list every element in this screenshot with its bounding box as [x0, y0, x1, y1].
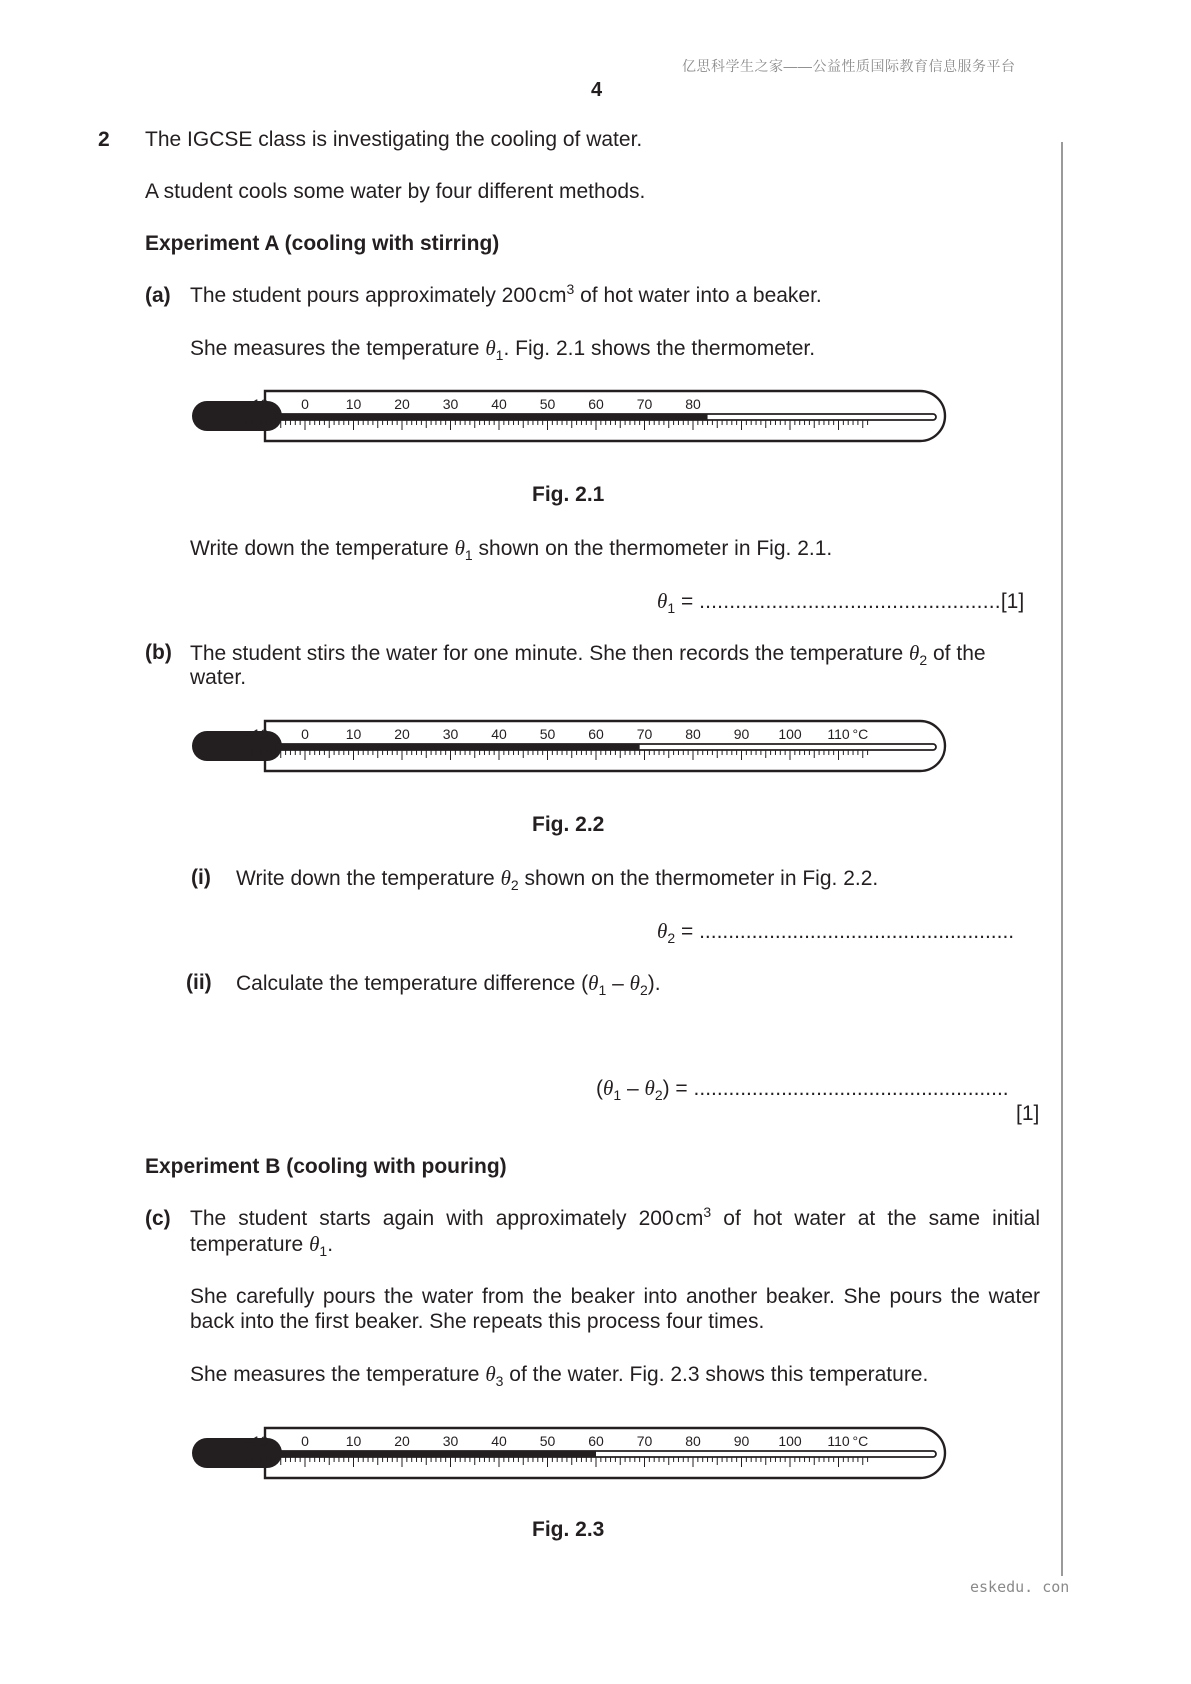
scale-label: 10 — [345, 396, 362, 412]
scale-label: 30 — [442, 396, 459, 412]
part-b-line1: The student stirs the water for one minute. She then records the temperature $\theta_2$ of the — [190, 641, 986, 669]
scale-label: 10 — [345, 726, 362, 742]
thermometer-bulb — [192, 1438, 282, 1468]
part-a-line2: She measures the temperature $\theta_1$. Fig. 2.1 shows the thermometer. — [190, 336, 816, 364]
scale-label: 40 — [491, 726, 507, 742]
scale-label: –10 — [244, 396, 269, 412]
margin-line — [1061, 142, 1063, 1576]
scale-label: 30 — [442, 1433, 459, 1449]
scale-label: 50 — [539, 1433, 556, 1449]
part-a-line1: The student pours approximately 200 $cm^3$ of hot water into a beaker. — [190, 281, 822, 307]
part-b-label: (b) — [145, 641, 172, 664]
experiment-a-heading: Experiment A (cooling with stirring) — [145, 232, 500, 255]
part-b-ii-text: Calculate the temperature difference $(\theta_1 - \theta_2)$. — [236, 971, 661, 999]
footer-watermark: eskedu. con — [970, 1578, 1070, 1596]
scale-label: 100 — [778, 726, 802, 742]
scale-label: 60 — [588, 726, 604, 742]
thermometer-bulb — [192, 401, 282, 431]
scale-label: 70 — [636, 726, 653, 742]
scale-label: –10 — [244, 1433, 269, 1449]
marks: [1] — [1000, 590, 1025, 613]
thermometer-fig-2-2 — [190, 718, 950, 778]
part-b-i-label: (i) — [191, 866, 211, 889]
thermometer-liquid-column — [276, 414, 708, 420]
scale-label: 10 — [345, 1433, 362, 1449]
scale-label: 100 — [778, 1433, 802, 1449]
scale-label: 110 — [827, 726, 850, 742]
scale-label: 0 — [301, 1433, 309, 1449]
scale-label: 40 — [491, 396, 507, 412]
thermometer-fig-2-3 — [190, 1425, 950, 1485]
part-a-write-prompt: Write down the temperature $\theta_1$ shown on the thermometer in Fig. 2.1. — [190, 536, 833, 564]
part-c-line1: The student starts again with approximately 200 $cm^3$ of hot water at the same initial — [190, 1204, 1040, 1230]
scale-label: 0 — [301, 726, 309, 742]
part-a-label: (a) — [145, 284, 171, 307]
fig-2-1-caption: Fig. 2.1 — [532, 483, 605, 506]
scale-label: 90 — [733, 1433, 750, 1449]
thermometer-liquid-column — [276, 744, 640, 750]
intro-text: The IGCSE class is investigating the cooling of water. — [145, 128, 643, 151]
answer-dots[interactable]: ...................................................... — [693, 1077, 1009, 1100]
part-b-ii-answer-line[interactable]: $(\theta_1 - \theta_2)$ = ...................................................... — [596, 1076, 1009, 1104]
part-c-para2-line1: She carefully pours the water from the beaker into another beaker. She pours the water — [190, 1285, 1040, 1308]
question-number: 2 — [98, 128, 110, 151]
page-number: 4 — [591, 79, 603, 101]
scale-label: 70 — [636, 1433, 653, 1449]
part-b-i-answer-line[interactable]: $\theta_2$ = ...................................................... — [657, 919, 1015, 947]
scale-label: –10 — [244, 726, 269, 742]
part-b-line2: water. — [190, 666, 247, 689]
scale-label: 50 — [539, 396, 556, 412]
scale-label: 20 — [394, 726, 410, 742]
scale-label: 60 — [588, 1433, 604, 1449]
part-a-answer-line[interactable]: $\theta_1 = ..................................................[1]$ — [657, 589, 1025, 617]
part-b-ii-label: (ii) — [186, 971, 212, 994]
part-c-para2-line2: back into the first beaker. She repeats this process four times. — [190, 1310, 765, 1333]
thermometer-fig-2-1 — [190, 388, 950, 448]
thermometer-liquid-column — [276, 1451, 596, 1457]
answer-dots[interactable]: ...................................................... — [699, 920, 1015, 943]
fig-2-3-caption: Fig. 2.3 — [532, 1518, 605, 1541]
part-c-line2: temperature $\theta_1$. — [190, 1232, 334, 1260]
scale-label: 40 — [491, 1433, 507, 1449]
answer-dots[interactable]: .................................................. — [699, 590, 1001, 613]
thermometer-bulb — [192, 731, 282, 761]
scale-label: 80 — [685, 1433, 701, 1449]
scale-label: 50 — [539, 726, 556, 742]
scale-label: 80 — [685, 726, 701, 742]
unit-label: °C — [852, 1433, 869, 1449]
scale-label: 80 — [685, 396, 701, 412]
scale-label: 90 — [733, 726, 750, 742]
unit-label: °C — [852, 726, 869, 742]
intro-text-2: A student cools some water by four different methods. — [145, 180, 646, 203]
header-watermark: 亿思科学生之家——公益性质国际教育信息服务平台 — [682, 58, 1016, 74]
part-c-label: (c) — [145, 1207, 171, 1230]
scale-label: 0 — [301, 396, 309, 412]
scale-label: 20 — [394, 1433, 410, 1449]
scale-label: 60 — [588, 396, 604, 412]
scale-label: 110 — [827, 1433, 850, 1449]
experiment-b-heading: Experiment B (cooling with pouring) — [145, 1155, 507, 1178]
part-c-line3: She measures the temperature $\theta_3$ of the water. Fig. 2.3 shows this temperature. — [190, 1362, 929, 1390]
scale-label: 70 — [636, 396, 653, 412]
fig-2-2-caption: Fig. 2.2 — [532, 813, 605, 836]
part-b-i-text: Write down the temperature $\theta_2$ shown on the thermometer in Fig. 2.2. — [236, 866, 879, 894]
scale-label: 20 — [394, 396, 410, 412]
part-b-ii-marks: [1] — [1016, 1102, 1040, 1125]
scale-label: 30 — [442, 726, 459, 742]
